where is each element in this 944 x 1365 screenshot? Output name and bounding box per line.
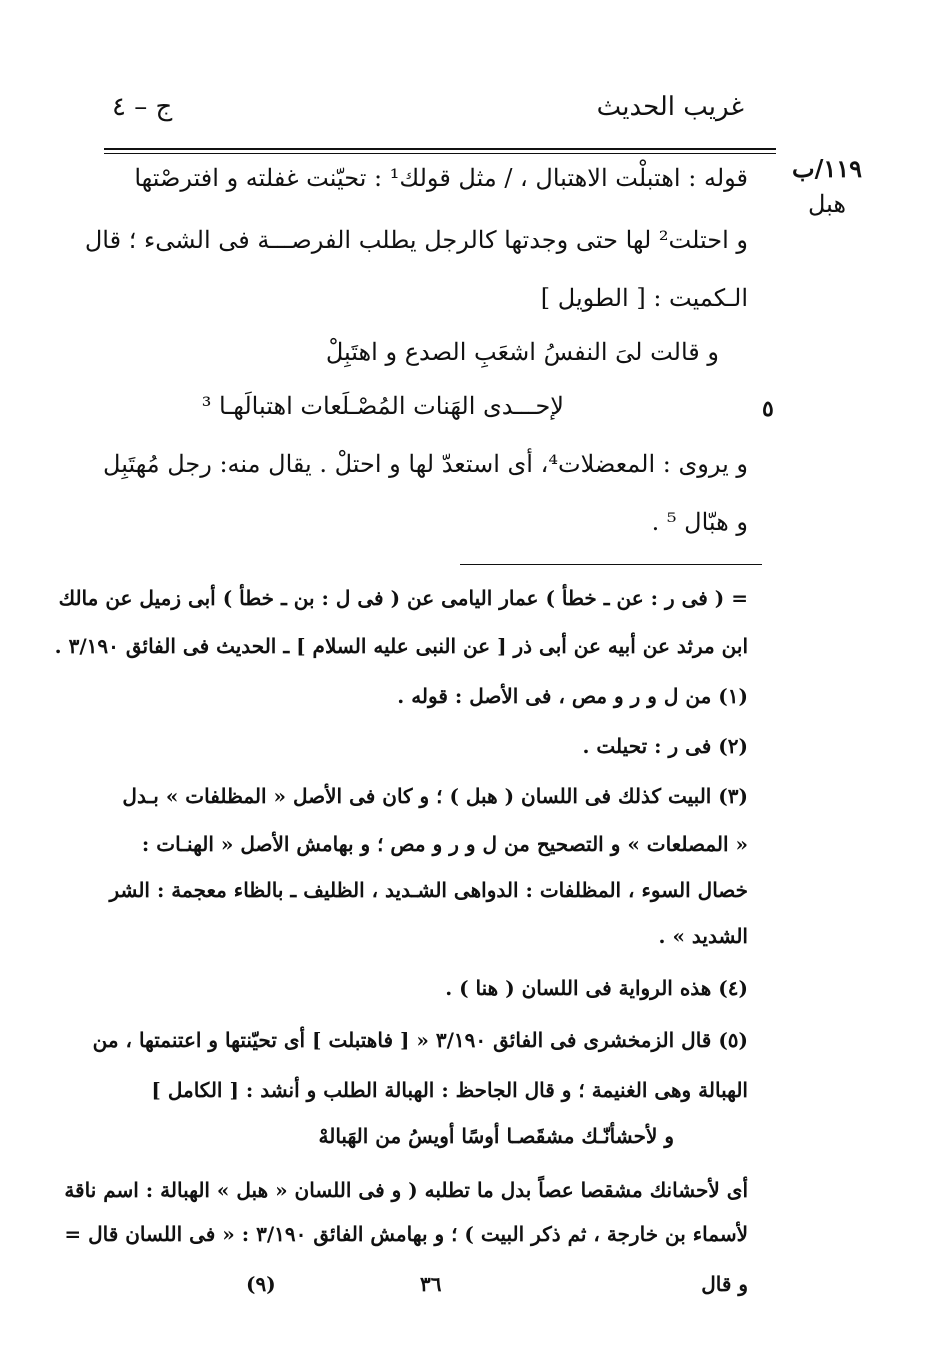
margin-keyword: هبل <box>808 190 847 218</box>
footnote-line: أى لأحشانك مشقصا عصاً بدل ما تطلبه ( و فى اللسان « هبل » الهبالة : اسم ناقة <box>64 1178 748 1202</box>
line-number-marker: ٥ <box>762 396 774 422</box>
main-text-line: الـكميت : [ الطويل ] <box>540 284 748 312</box>
footnote-line: (٢) فى ر : تحيلت . <box>582 734 748 758</box>
footnote-line: الهبالة وهى الغنيمة ؛ و قال الجاحظ : الهبالة الطلب و أنشد : [ الكامل ] <box>151 1078 748 1102</box>
footnote-line: (٤) هذه الرواية فى اللسان ( هنا ) . <box>445 976 748 1000</box>
folio-marker: ١١٩/ب <box>792 154 863 183</box>
footnote-line: ابن مرثد عن أبيه عن أبى ذر [ عن النبى عليه السلام ] ـ الحديث فى الفائق ٣/١٩٠ . <box>54 634 748 658</box>
main-text-line: قوله : اهتبلْت الاهتبال ، / مثل قولك¹ : تحيّنت غفلته و افترصْتها <box>134 164 748 192</box>
footnote-line: لأسماء بن خارجة ، ثم ذكر البيت ) ؛ و بهامش الفائق ٣/١٩٠ : « فى اللسان قال = <box>64 1222 748 1246</box>
footnote-line: = ( فى ر : عن ـ خطأ ) عمار اليامى عن ( فى ل : بن ـ خطأ ) أبى زميل عن مالك <box>58 586 748 610</box>
header-rule-bottom <box>104 153 776 154</box>
catchword: و قال <box>701 1272 748 1296</box>
footnote-line: (١) من ل و ر و مص ، فى الأصل : قوله . <box>397 684 748 708</box>
main-text-line: و هبّال ⁵ . <box>651 508 748 536</box>
running-title: غريب الحديث <box>596 92 744 122</box>
main-text-line: و يروى : المعضلات⁴، أى استعدّ لها و احتلْ . يقال منه: رجل مُهتَبِل <box>103 450 748 478</box>
footnote-verse: و لأحشأنّـك مشقَصـا أوسًا أويسُ من الهَبالهْ <box>318 1124 674 1148</box>
main-text-line: و احتلت² لها حتى وجدتها كالرجل يطلب الفرصـــة فى الشىء ؛ قال <box>84 226 748 254</box>
footnote-separator <box>460 564 762 565</box>
footnote-line: الشديد » . <box>658 924 748 948</box>
signature-mark: (٩) <box>246 1272 276 1296</box>
footnote-line: (٣) البيت كذلك فى اللسان ( هبل ) ؛ و كان فى الأصل « المظلفات » بـدل <box>122 784 748 808</box>
verse-hemistich-second: لإحـــدى الهَنات المُصْـلَعات اهتبالَهـا ³ <box>201 392 564 420</box>
volume-number: ج – ٤ <box>112 92 173 122</box>
footnote-line: (٥) قال الزمخشرى فى الفائق ٣/١٩٠ « [ فاهتبلت ] أى تحيّنتها و اعتنمتها ، من <box>92 1028 748 1052</box>
page-number: ٣٦ <box>420 1272 442 1296</box>
verse-hemistich-first: و قالت لىَ النفسُ اشعَبِ الصدع و اهتَبِلْ <box>325 338 719 366</box>
footnote-line: « المصلعات » و التصحيح من ل و ر و مص ؛ و بهامش الأصل « الهنـات : <box>141 832 748 856</box>
header-rule-top <box>104 148 776 150</box>
footnote-line: خصال السوء ، المظلفات : الدواهى الشـديد ، الظليف ـ بالظاء معجمة : الشر <box>109 878 748 902</box>
